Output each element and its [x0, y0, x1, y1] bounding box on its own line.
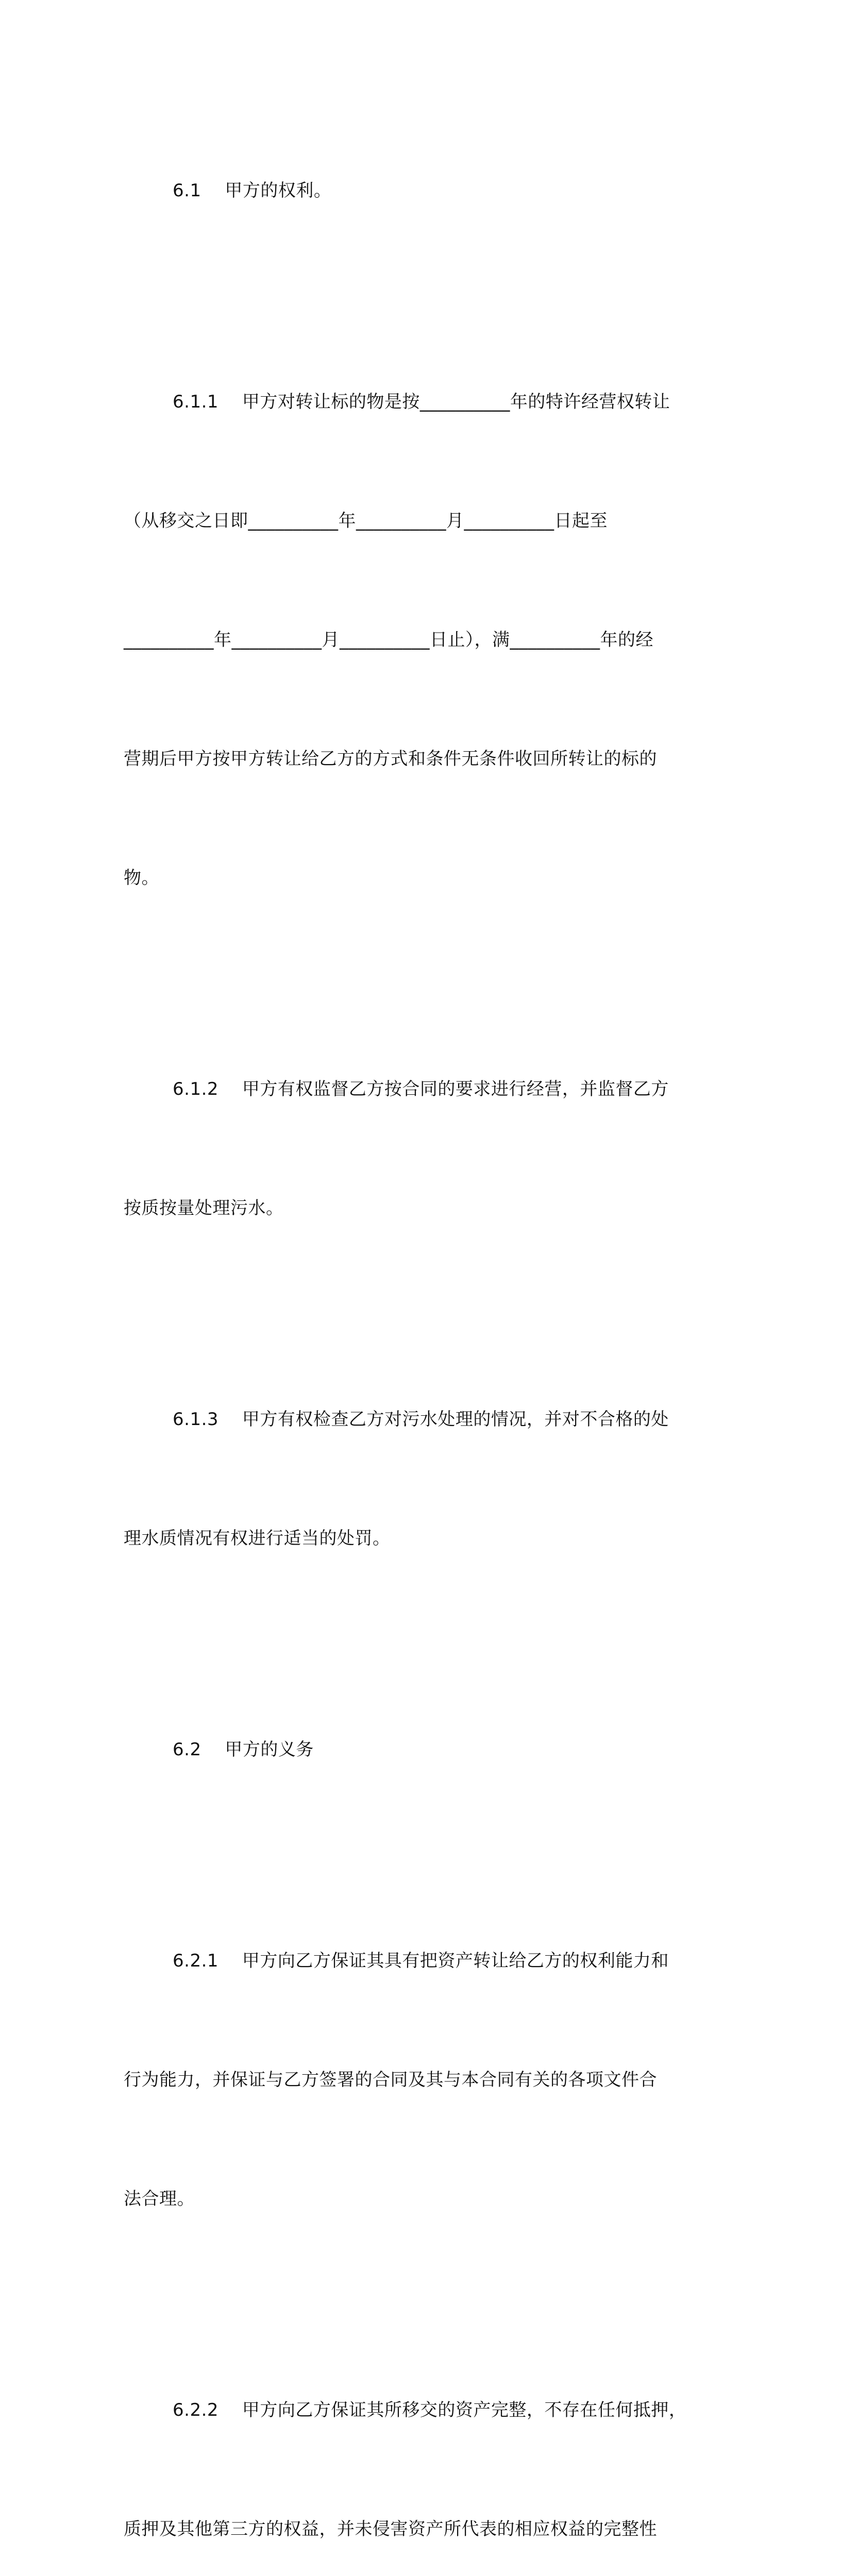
clause-6-2-1-line-2: 行为能力，并保证与乙方签署的合同及其与本合同有关的各项文件合	[124, 2070, 657, 2090]
clause-6-1-2-line-2: 按质按量处理污水。	[124, 1198, 284, 1218]
document-body	[124, 92, 701, 2576]
clause-6-2-2-line-1: 6.2.2 甲方向乙方保证其所移交的资产完整，不存在任何抵押，	[173, 2400, 687, 2420]
clause-6-2-1-line-3: 法合理。	[124, 2189, 195, 2209]
clause-6-2-2	[124, 2311, 701, 2576]
clause-6-1-2-line-1: 6.1.2 甲方有权监督乙方按合同的要求进行经营，并监督乙方	[173, 1079, 669, 1099]
clause-6-1-1-line-4: 营期后甲方按甲方转让给乙方的方式和条件无条件收回所转让的标的	[124, 749, 657, 769]
clause-6-1-3-line-2: 理水质情况有权进行适当的处罚。	[124, 1528, 391, 1549]
clause-6-1-3-line-1: 6.1.3 甲方有权检查乙方对污水处理的情况，并对不合格的处	[173, 1409, 669, 1430]
clause-6-1	[124, 92, 701, 290]
clause-6-1-3	[124, 1320, 701, 1638]
clause-6-2-line-1: 6.2 甲方的义务	[173, 1739, 314, 1760]
clause-6-1-1	[124, 303, 701, 977]
clause-6-1-1-line-5: 物。	[124, 868, 159, 888]
clause-6-2-1	[124, 1862, 701, 2298]
clause-6-1-1-line-2: （从移交之日即__________年__________月__________日起至	[124, 511, 608, 531]
clause-6-1-1-line-1: 6.1.1 甲方对转让标的物是按__________年的特许经营权转让	[173, 392, 670, 412]
clause-6-1-2	[124, 990, 701, 1308]
clause-6-2-2-line-2: 质押及其他第三方的权益，并未侵害资产所代表的相应权益的完整性	[124, 2519, 657, 2539]
clause-6-1-1-line-3: __________年__________月__________日止），满__________年的经	[124, 630, 653, 650]
clause-6-2-1-line-1: 6.2.1 甲方向乙方保证其具有把资产转让给乙方的权利能力和	[173, 1951, 669, 1971]
clause-6-2	[124, 1651, 701, 1849]
clause-6-1-line-1: 6.1 甲方的权利。	[173, 180, 332, 201]
